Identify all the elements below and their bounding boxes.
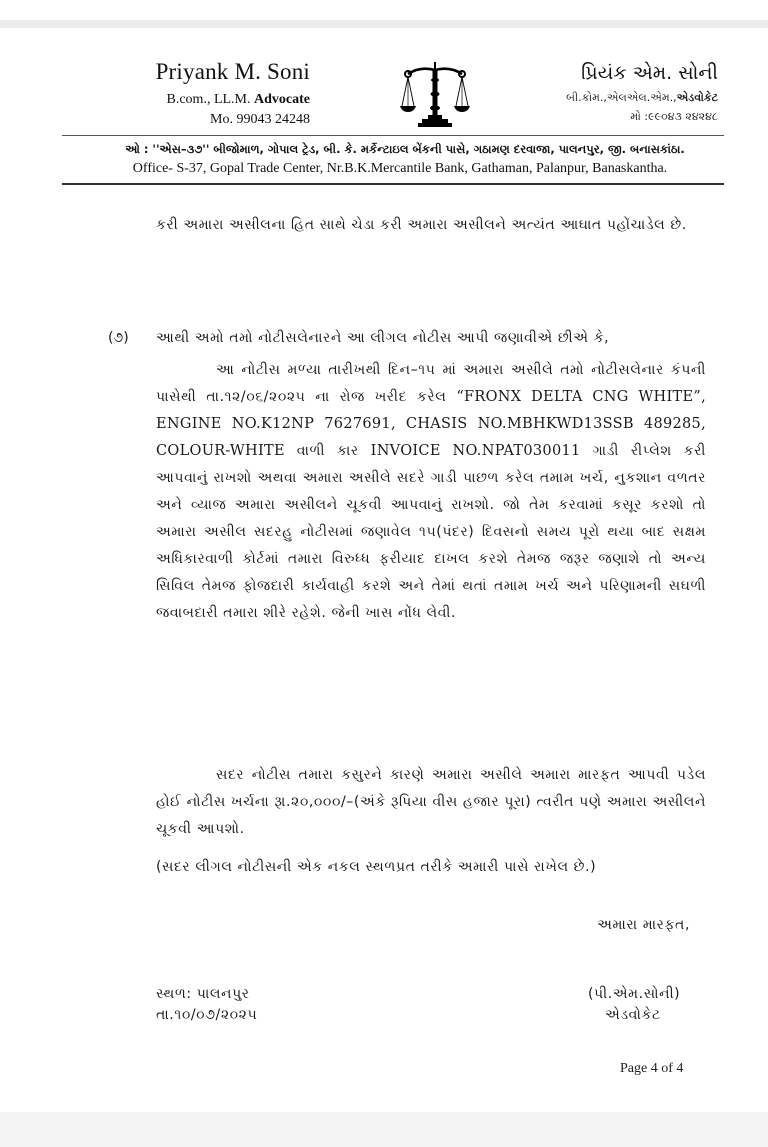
mobile-number-gujarati: મો :૯૯૦૪૩ ૨૪૨૪૮ bbox=[630, 110, 718, 123]
signer-name: (પી.એમ.સોની) bbox=[588, 986, 681, 1002]
clause-demand-paragraph bbox=[156, 357, 706, 627]
viewer-top-band bbox=[0, 20, 768, 28]
advocate-title-english: Advocate bbox=[254, 92, 310, 107]
place-line: સ્થળ: પાલનપુર bbox=[156, 986, 250, 1002]
document-page bbox=[0, 28, 768, 1112]
date-line: તા.૧૦/૦૭/૨૦૨૫ bbox=[156, 1007, 258, 1023]
letterhead-english-block bbox=[100, 58, 310, 130]
continued-paragraph: કરી અમારા અસીલના હિત સાથે ચેડા કરી અમારા અસીલને અત્યંત આઘાત પહોંચાડેલ છે. bbox=[156, 217, 687, 233]
mobile-number-english: Mo. 99043 24248 bbox=[210, 112, 310, 127]
qualifications-text: B.com., LL.M. bbox=[166, 92, 254, 107]
page-number: Page 4 of 4 bbox=[620, 1061, 684, 1076]
advocate-title-gujarati: એડવોકેટ bbox=[676, 91, 718, 104]
invoice-number: INVOICE NO.NPAT030011 bbox=[370, 443, 581, 459]
letterhead-gujarati-block bbox=[500, 60, 718, 126]
demand-text-part-2: વાળી કાર bbox=[284, 443, 371, 459]
notice-costs-paragraph: સદર નોટીસ તમારા કસુરને કારણે અમારા અસીલે અમારા મારફત આપવી પડેલ હોઈ નોટીસ ખર્ચના રૂા.૨૦,૦૦૦/–(અંકે રૂપિયા વીસ હજાર પૂરા) ત્વરીત પણે અમારા અસીલને ચૂકવી આપશો. bbox=[156, 767, 707, 837]
letterhead-divider-bottom bbox=[62, 183, 724, 185]
qualifications-gujarati-text: બી.કોમ.,એલએલ.એમ., bbox=[566, 91, 677, 104]
vehicle-details: “FRONX DELTA CNG WHITE”, ENGINE NO.K12NP 7627691, CHASIS NO.MBHKWD13SSB 489285, COLOUR-WHITE bbox=[156, 389, 706, 459]
clause-lead-text: આથી અમો તમો નોટીસલેનારને આ લીગલ નોટીસ આપી જણાવીએ છીએ કે, bbox=[156, 330, 610, 346]
qualifications-gujarati bbox=[500, 88, 718, 108]
office-address-gujarati: ઓ : ''એસ–૩૭'' બીજોમાળ, ગોપાલ ટ્રેડ, બી. કે. મર્કેન્ટાઇલ બેંકની પાસે, ગઠામણ દરવાજા, પાલનપુર, જી. બનાસકાંઠા. bbox=[125, 142, 685, 156]
through-counsel-line: અમારા મારફત, bbox=[597, 917, 690, 933]
scales-of-justice-icon bbox=[400, 60, 470, 128]
office-address-english: Office- S-37, Gopal Trade Center, Nr.B.K.Mercantile Bank, Gathaman, Palanpur, Banaskantha. bbox=[132, 161, 668, 176]
demand-text-part-1: આ નોટીસ મળ્યા તારીખથી દિન–૧૫ માં અમારા અસીલે તમો નોટીસલેનાર કંપની પાસેથી તા.૧૨/૦૬/૨૦૨૫ ના રોજ ખરીદ કરેલ bbox=[156, 362, 706, 405]
clause-number: (૭) bbox=[108, 330, 129, 346]
advocate-name-gujarati: પ્રિયંક એમ. સોની bbox=[581, 62, 718, 84]
qualifications-english bbox=[100, 90, 310, 110]
signer-title: એડવોકેટ bbox=[605, 1007, 661, 1023]
demand-text-part-3: ગાડી રીપ્લેશ કરી આપવાનું રાખશો અથવા અમારા અસીલે સદરે ગાડી પાછળ કરેલ તમામ ખર્ચ, નુકશાન વળતર અને વ્યાજ અમારા અસીલને ચૂકવી આપવાનું રાખશો. જો તેમ કરવામાં કસૂર કરશો તો અમારા અસીલ સદરહુ નોટીસમાં જણાવેલ ૧૫(પંદર) દિવસનો સમય પૂરો થયા બાદ સક્ષમ અધિકારવાળી કોર્ટમાં તમારા વિરુધ્ધ ફરીયાદ દાખલ કરશે તેમજ જરૂર જણાશે તો અન્ય સિવિલ તેમજ ફોજદારી કાર્યવાહી કરશે અને તેમાં થતાં તમામ ખર્ચ અને પરિણામની સઘળી જવાબદારી તમારા શીરે રહેશે. જેની ખાસ નોંધ લેવી. bbox=[156, 443, 707, 621]
viewer-bottom-band bbox=[0, 1112, 768, 1147]
office-copy-note: (સદર લીગલ નોટીસની એક નકલ સ્થળપ્રત તરીકે અમારી પાસે રાખેલ છે.) bbox=[156, 859, 597, 875]
letterhead-divider-top bbox=[62, 135, 724, 136]
advocate-name-english: Priyank M. Soni bbox=[155, 59, 310, 84]
